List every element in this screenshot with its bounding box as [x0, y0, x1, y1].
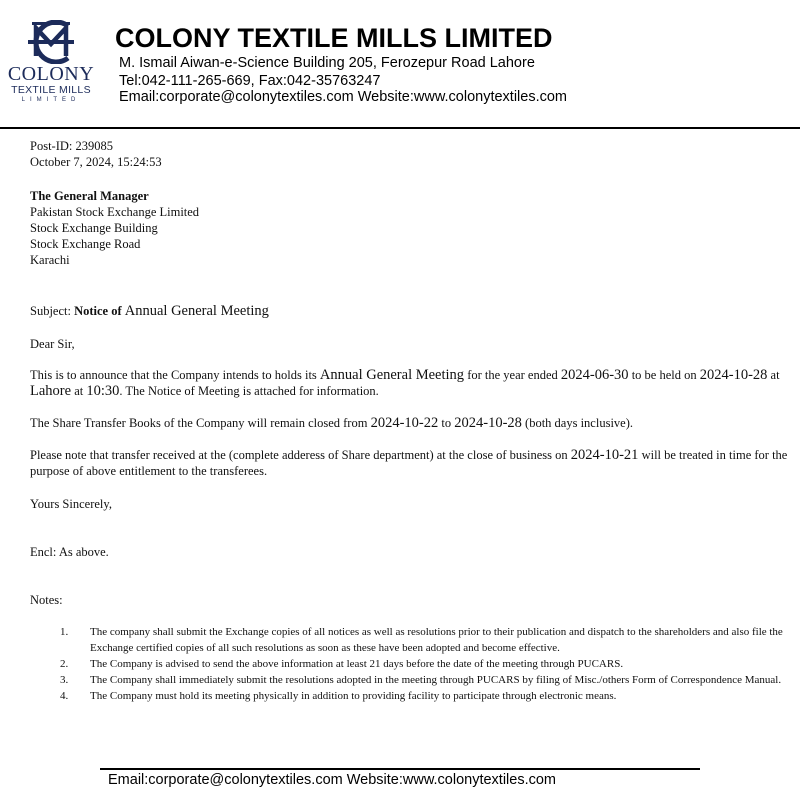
- recipient-line: Stock Exchange Building: [30, 221, 158, 235]
- notes-heading: Notes:: [30, 593, 63, 607]
- meeting-place: Lahore: [30, 383, 72, 399]
- para-text: . The Notice of Meeting is attached for information.: [119, 384, 379, 398]
- para-text: to be held on: [628, 368, 700, 382]
- event-name: Annual General Meeting: [319, 367, 465, 383]
- logo-subtitle: TEXTILE MILLS: [11, 84, 91, 96]
- note-text: The Company must hold its meeting physically in addition to providing facility to participate through electronic means.: [90, 690, 617, 702]
- company-logo: [0, 20, 102, 106]
- announcement-paragraph: [30, 367, 795, 399]
- recipient-line: Karachi: [30, 253, 70, 267]
- recipient-title: The General Manager: [30, 189, 149, 203]
- para-text: at: [71, 384, 87, 398]
- notes-list: [60, 624, 790, 704]
- para-text: for the year ended: [464, 368, 561, 382]
- meeting-time: 10:30: [86, 383, 120, 399]
- footer-contact: Email:corporate@colonytextiles.com Website:www.colonytextiles.com: [108, 772, 557, 788]
- company-contact: Email:corporate@colonytextiles.com Website:www.colonytextiles.com: [119, 89, 568, 105]
- company-name: COLONY TEXTILE MILLS LIMITED: [115, 23, 553, 53]
- list-number: 1.: [60, 626, 69, 638]
- list-item: [60, 688, 790, 704]
- cm-monogram-icon: [24, 20, 78, 64]
- list-item: [60, 656, 790, 672]
- company-phone: Tel:042-111-265-669, Fax:042-35763247: [119, 73, 381, 89]
- closure-from-date: 2024-10-22: [370, 415, 439, 431]
- recipient-line: Pakistan Stock Exchange Limited: [30, 205, 200, 219]
- list-number: 4.: [60, 690, 69, 702]
- closing: Yours Sincerely,: [30, 497, 112, 511]
- list-number: 3.: [60, 674, 69, 686]
- para-text: will be treated in time for the purpose of above entitlement to the transferees.: [30, 448, 788, 478]
- entitlement-date: 2024-10-21: [570, 447, 639, 463]
- subject-line: [30, 303, 269, 319]
- note-text: The Company is advised to send the above information at least 21 days before the date of the meeting through PUCARS.: [90, 658, 624, 670]
- footer-divider: [100, 768, 700, 770]
- para-text: (both days inclusive).: [521, 416, 633, 430]
- enclosure: Encl: As above.: [30, 545, 109, 559]
- post-datetime: October 7, 2024, 15:24:53: [30, 155, 162, 169]
- subject-text: Annual General Meeting: [124, 303, 269, 319]
- list-number: 2.: [60, 658, 69, 670]
- header-divider: [0, 127, 800, 129]
- note-text: The Company shall immediately submit the resolutions adopted in the meeting through PUCARS by filing of Misc./others Form of Correspondence Manual.: [90, 674, 782, 686]
- logo-wordmark: COLONY: [7, 63, 95, 85]
- para-text: to: [438, 416, 455, 430]
- para-text: at: [767, 368, 780, 382]
- subject-label: Subject:: [30, 304, 75, 318]
- meeting-date: 2024-10-28: [699, 367, 768, 383]
- para-text: The Share Transfer Books of the Company will remain closed from: [30, 416, 371, 430]
- year-end-date: 2024-06-30: [560, 367, 629, 383]
- closure-to-date: 2024-10-28: [454, 415, 522, 431]
- note-text: The company shall submit the Exchange copies of all notices as well as resolutions prior to their publication and dispatch to the shareholders and also file the Exchange certified copies of all such resolutions as soon as these have been adopted and become effective.: [90, 626, 783, 654]
- company-address: M. Ismail Aiwan-e-Science Building 205, Ferozepur Road Lahore: [119, 55, 535, 71]
- transfer-paragraph: [30, 447, 795, 479]
- list-item: [60, 624, 790, 656]
- para-text: This is to announce that the Company intends to holds its: [30, 368, 320, 382]
- list-item: [60, 672, 790, 688]
- post-id: Post-ID: 239085: [30, 139, 113, 153]
- salutation: Dear Sir,: [30, 337, 75, 351]
- book-closure-paragraph: [30, 415, 795, 431]
- logo-limited: LIMITED: [21, 97, 81, 103]
- recipient-line: Stock Exchange Road: [30, 237, 141, 251]
- para-text: Please note that transfer received at the (complete adderess of Share department) at the close of business on: [30, 448, 571, 462]
- subject-bold: Notice of: [74, 304, 125, 318]
